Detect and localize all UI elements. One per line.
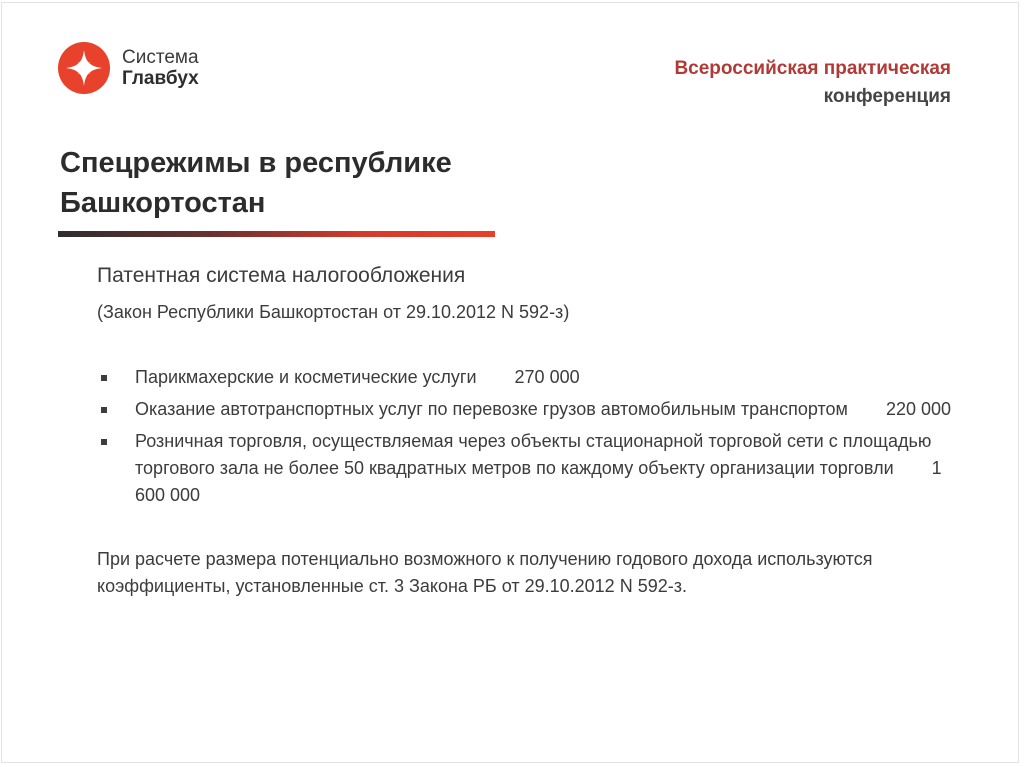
bullet-list — [97, 364, 987, 509]
list-item — [97, 396, 975, 423]
footnote-text: При расчете размера потенциально возможного к получению годового дохода используются коэффициенты, установленные ст. 3 Закона РБ от 29.10.2012 N 592-з. — [97, 549, 873, 596]
list-item-text: Парикмахерские и косметические услуги — [135, 367, 477, 387]
logo — [58, 42, 199, 94]
conference-line2: конференция — [823, 86, 951, 107]
square-bullet-icon — [101, 439, 107, 445]
law-reference: (Закон Республики Башкортостан от 29.10.2012 N 592-з) — [97, 302, 570, 322]
sparkle-logo-icon — [58, 42, 110, 94]
page-title — [60, 143, 580, 223]
conference-label — [674, 55, 951, 111]
title-underline — [58, 231, 495, 237]
square-bullet-icon — [101, 375, 107, 381]
conference-line1: Всероссийская практическая — [674, 58, 951, 79]
square-bullet-icon — [101, 407, 107, 413]
logo-line1: Система — [122, 47, 199, 68]
title-line2: Башкортостан — [60, 187, 266, 219]
list-item — [97, 364, 975, 391]
logo-line2: Главбух — [122, 68, 199, 89]
logo-text — [122, 47, 199, 89]
list-item — [97, 428, 975, 509]
title-line1: Спецрежимы в республике — [60, 147, 452, 179]
list-item-value: 270 000 — [514, 367, 580, 387]
list-item-text: Розничная торговля, осуществляемая через объекты стационарной торговой сети с площадью торгового зала не более 50 квадратных метров по каждому объекту организации торговли — [135, 431, 932, 478]
list-item-value: 1 600 000 — [135, 458, 942, 505]
list-item-text: Оказание автотранспортных услуг по перевозке грузов автомобильным транспортом — [135, 399, 848, 419]
slide-content — [97, 262, 987, 600]
content-subtitle: Патентная система налогообложения — [97, 264, 466, 287]
list-item-value: 220 000 — [885, 399, 952, 419]
